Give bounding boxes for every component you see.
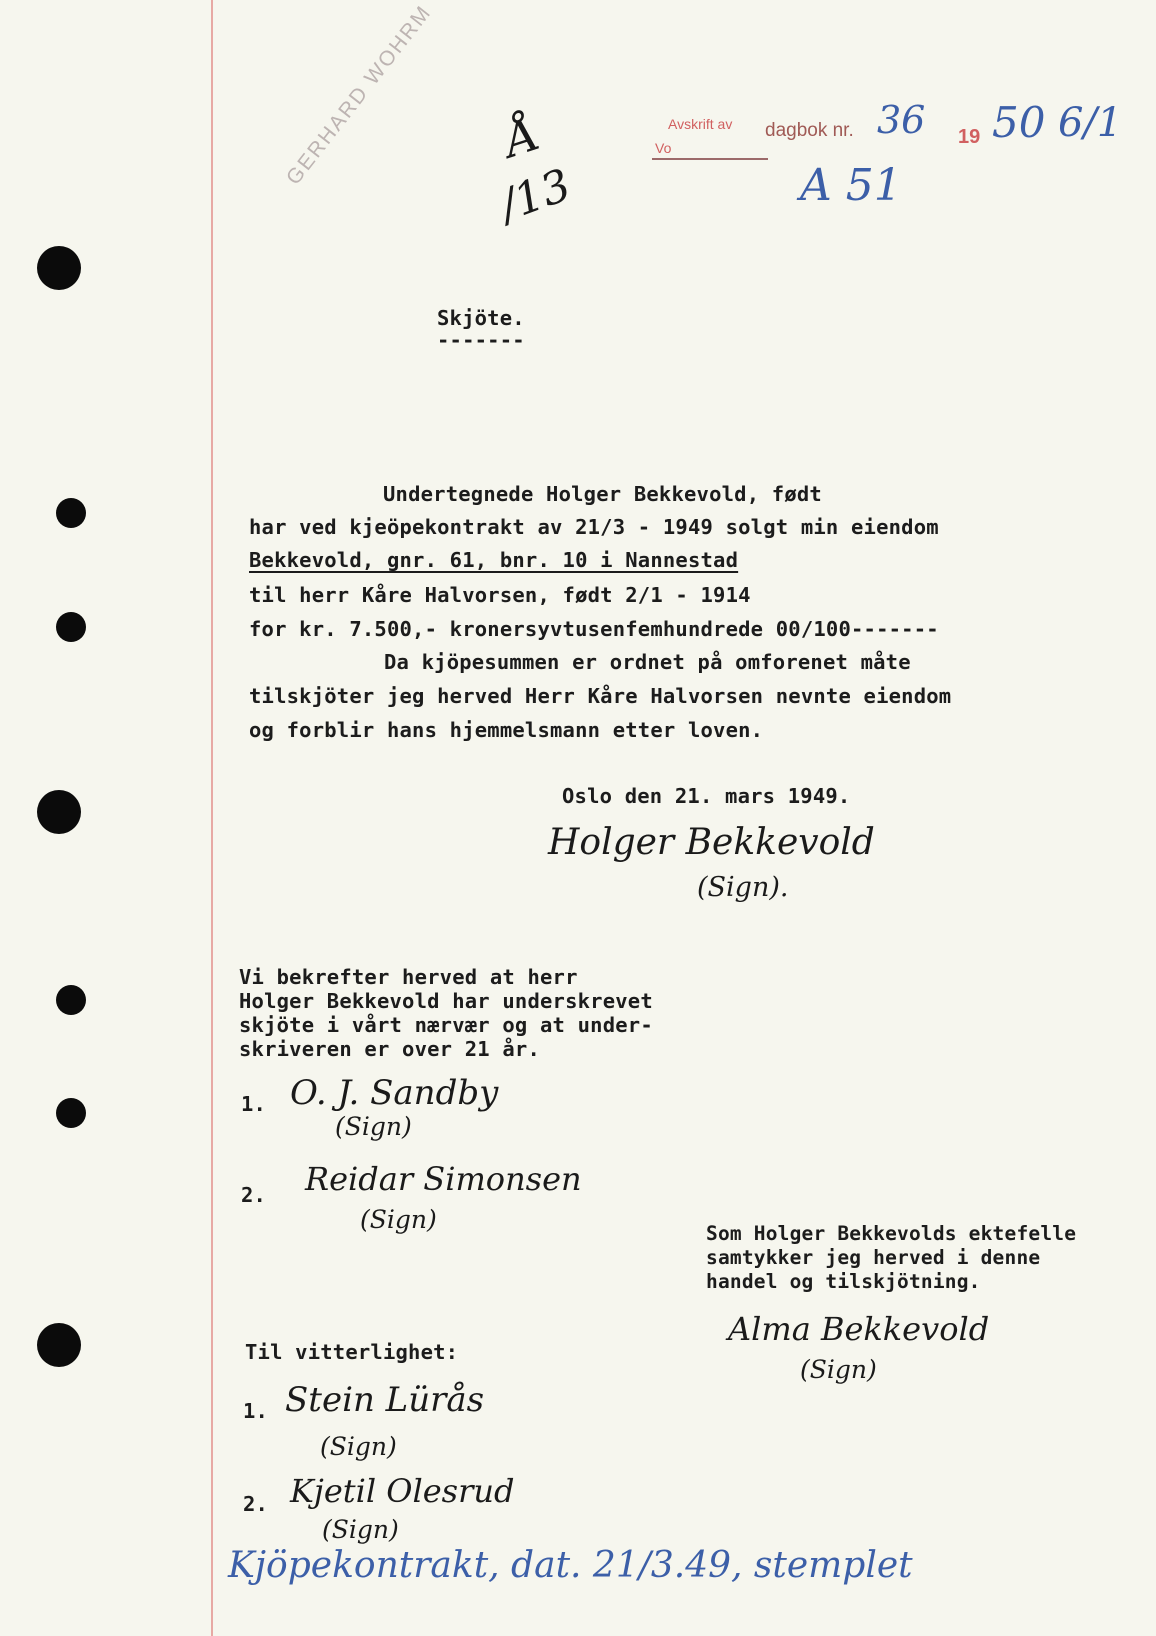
spouse-signature: Alma Bekkevold: [728, 1310, 990, 1348]
witness-signature-1-note: (Sign): [335, 1112, 412, 1141]
dagbok-label: dagbok nr.: [765, 120, 854, 141]
witness-line: skriveren er over 21 år.: [239, 1037, 541, 1061]
year-prefix: 19: [958, 126, 981, 148]
date-handwritten: 6/1: [1058, 100, 1123, 146]
body-line: Da kjöpesummen er ordnet på omforenet måte: [384, 650, 911, 674]
seller-signature-note: (Sign).: [697, 872, 789, 903]
spouse-line: samtykker jeg herved i denne: [706, 1246, 1041, 1269]
body-line: tilskjöter jeg herved Herr Kåre Halvorsen nevnte eiendom: [249, 684, 952, 708]
witness-line: Holger Bekkevold har underskrevet: [239, 989, 653, 1013]
vitterlighet-signature-2-note: (Sign): [322, 1515, 399, 1544]
spouse-line: handel og tilskjötning.: [706, 1270, 981, 1293]
property-line: Bekkevold, gnr. 61, bnr. 10 i Nannestad: [249, 548, 739, 572]
punch-hole: [56, 1098, 86, 1128]
stamp-strike: [652, 158, 768, 160]
body-line: har ved kjeöpekontrakt av 21/3 - 1949 solgt min eiendom: [249, 515, 939, 539]
archive-mark-number: /13: [493, 159, 578, 232]
witness-number: 2.: [241, 1183, 267, 1207]
seller-signature: Holger Bekkevold: [548, 822, 875, 863]
punch-hole: [56, 612, 86, 642]
vitterlighet-signature-2: Kjetil Olesrud: [290, 1472, 515, 1510]
punch-hole: [56, 985, 86, 1015]
vitterlighet-signature-1: Stein Lürås: [285, 1380, 485, 1420]
archive-mark: Å: [497, 106, 546, 168]
title-rule: -------: [437, 328, 525, 352]
punch-hole: [56, 498, 86, 528]
punch-hole: [37, 1323, 81, 1367]
witness-number: 1.: [241, 1092, 267, 1116]
place-date: Oslo den 21. mars 1949.: [562, 784, 851, 808]
margin-rule: [211, 0, 213, 1636]
body-line: Undertegnede Holger Bekkevold, født: [383, 482, 822, 506]
vitterlighet-heading: Til vitterlighet:: [245, 1340, 459, 1364]
witness-signature-2: Reidar Simonsen: [305, 1160, 582, 1198]
body-line: for kr. 7.500,- kronersyvtusenfemhundrede 00/100-------: [249, 617, 939, 641]
body-line: og forblir hans hjemmelsmann etter loven.: [249, 718, 764, 742]
body-line: til herr Kåre Halvorsen, født 2/1 - 1914: [249, 583, 751, 607]
witness-line: skjöte i vårt nærvær og at under-: [239, 1013, 653, 1037]
witness-signature-2-note: (Sign): [360, 1205, 437, 1234]
gerhard-wohrm-stamp: GERHARD WOHRM: [282, 0, 437, 190]
avskrift-stamp-lower: Vo: [655, 140, 672, 156]
spouse-signature-note: (Sign): [800, 1355, 877, 1384]
year-handwritten: 50: [992, 98, 1046, 147]
vitterlighet-signature-1-note: (Sign): [320, 1432, 397, 1461]
punch-hole: [37, 246, 81, 290]
punch-hole: [37, 790, 81, 834]
avskrift-stamp: Avskrift av: [668, 116, 733, 132]
bottom-note: Kjöpekontrakt, dat. 21/3.49, stemplet: [228, 1545, 913, 1586]
dagbok-number: 36: [877, 98, 926, 142]
witness-line: Vi bekrefter herved at herr: [239, 965, 578, 989]
witness-signature-1: O. J. Sandby: [290, 1073, 499, 1113]
document-title: Skjöte.: [437, 306, 525, 330]
vitterlighet-number: 1.: [243, 1399, 269, 1423]
spouse-line: Som Holger Bekkevolds ektefelle: [706, 1222, 1077, 1245]
reference-handwritten: A 51: [800, 160, 902, 211]
vitterlighet-number: 2.: [243, 1492, 269, 1516]
